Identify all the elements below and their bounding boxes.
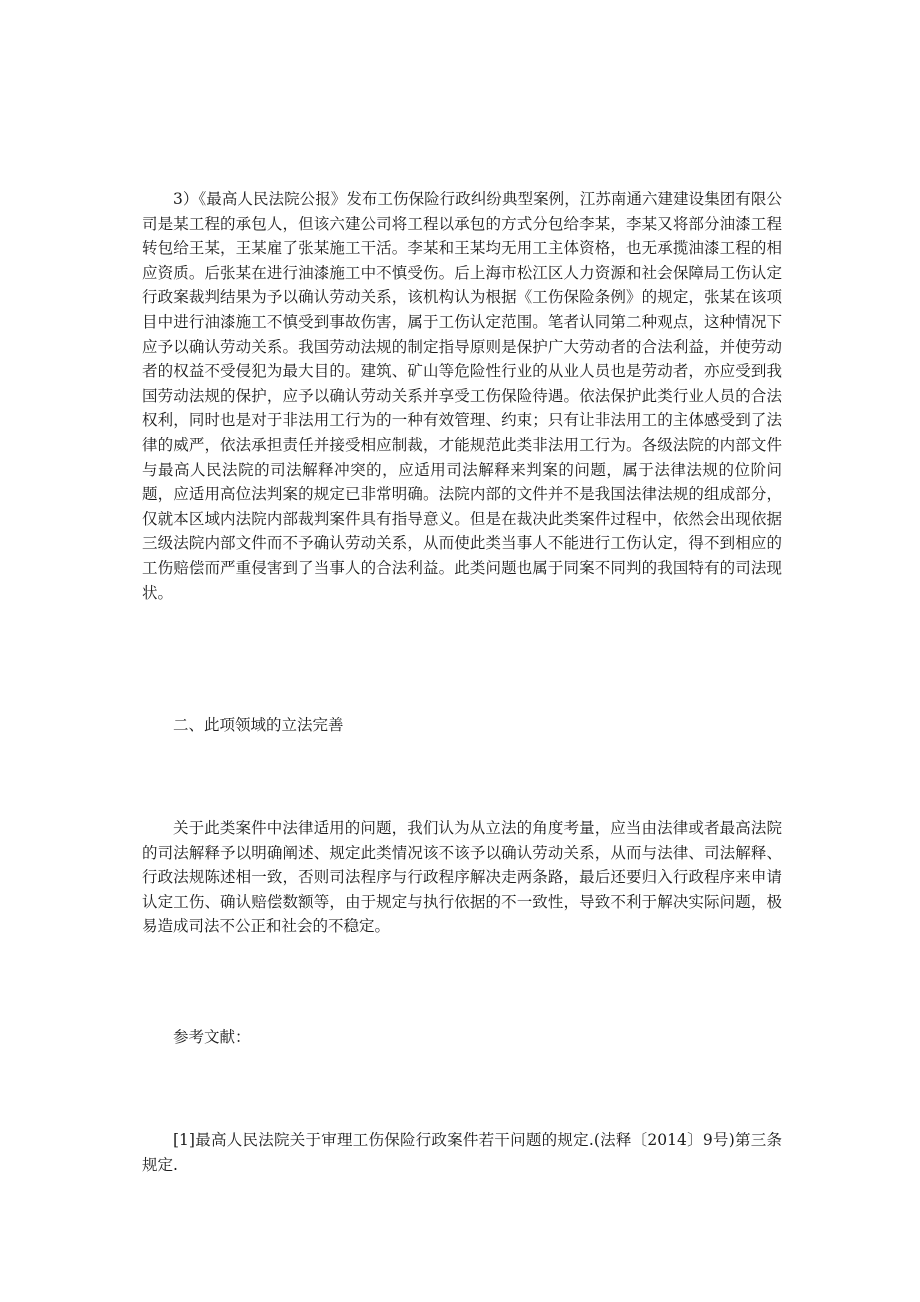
reference-item: [1]最高人民法院关于审理工伤保险行政案件若干问题的规定.(法释〔2014〕9号)第三条规定. [142, 1131, 782, 1174]
body-paragraph-case: 3）《最高人民法院公报》发布工伤保险行政纠纷典型案例，江苏南通六建建设集团有限公司是某工程的承包人，但该六建公司将工程以承包的方式分包给李某，李某又将部分油漆工程转包给王某，王某雇了张某施工干活。李某和王某均无用工主体资格，也无承揽油漆工程的相应资质。后张某在进行油漆施工中不慎受伤。后上海市松江区人力资源和社会保障局工伤认定行政案裁判结果为予以确认劳动关系，该机构认为根据《工伤保险条例》的规定，张某在该项目中进行油漆施工不慎受到事故伤害，属于工伤认定范围。笔者认同第二种观点，这种情况下应予以确认劳动关系。我国劳动法规的制定指导原则是保护广大劳动者的合法利益，并使劳动者的权益不受侵犯为最大目的。建筑、矿山等危险性行业的从业人员也是劳动者，亦应受到我国劳动法规的保护，应予以确认劳动关系并享受工伤保险待遇。依法保护此类行业人员的合法权利，同时也是对于非法用工行为的一种有效管理、约束；只有让非法用工的主体感受到了法律的威严，依法承担责任并接受相应制裁，才能规范此类非法用工行为。各级法院的内部文件与最高人民法院的司法解释冲突的，应适用司法解释来判案的问题，属于法律法规的位阶问题，应适用高位法判案的规定已非常明确。法院内部的文件并不是我国法律法规的组成部分，仅就本区域内法院内部裁判案件具有指导意义。但是在裁决此类案件过程中，依然会出现依据三级法院内部文件而不予确认劳动关系，从而使此类当事人不能进行工伤认定，得不到相应的工伤赔偿而严重侵害到了当事人的合法利益。此类问题也属于同案不同判的我国特有的司法现状。 [142, 190, 782, 602]
references-title: 参考文献： [173, 1028, 251, 1046]
body-paragraph-legislation: 关于此类案件中法律适用的问题，我们认为从立法的角度考量，应当由法律或者最高法院的司法解释予以明确阐述、规定此类情况该不该予以确认劳动关系，从而与法律、司法解释、行政法规陈述相一致，否则司法程序与行政程序解决走两条路，最后还要归入行政程序来申请认定工伤、确认赔偿数额等，由于规定与执行依据的不一致性，导致不利于解决实际问题，极易造成司法不公正和社会的不稳定。 [142, 819, 782, 936]
section-heading: 二、此项领域的立法完善 [173, 716, 344, 734]
